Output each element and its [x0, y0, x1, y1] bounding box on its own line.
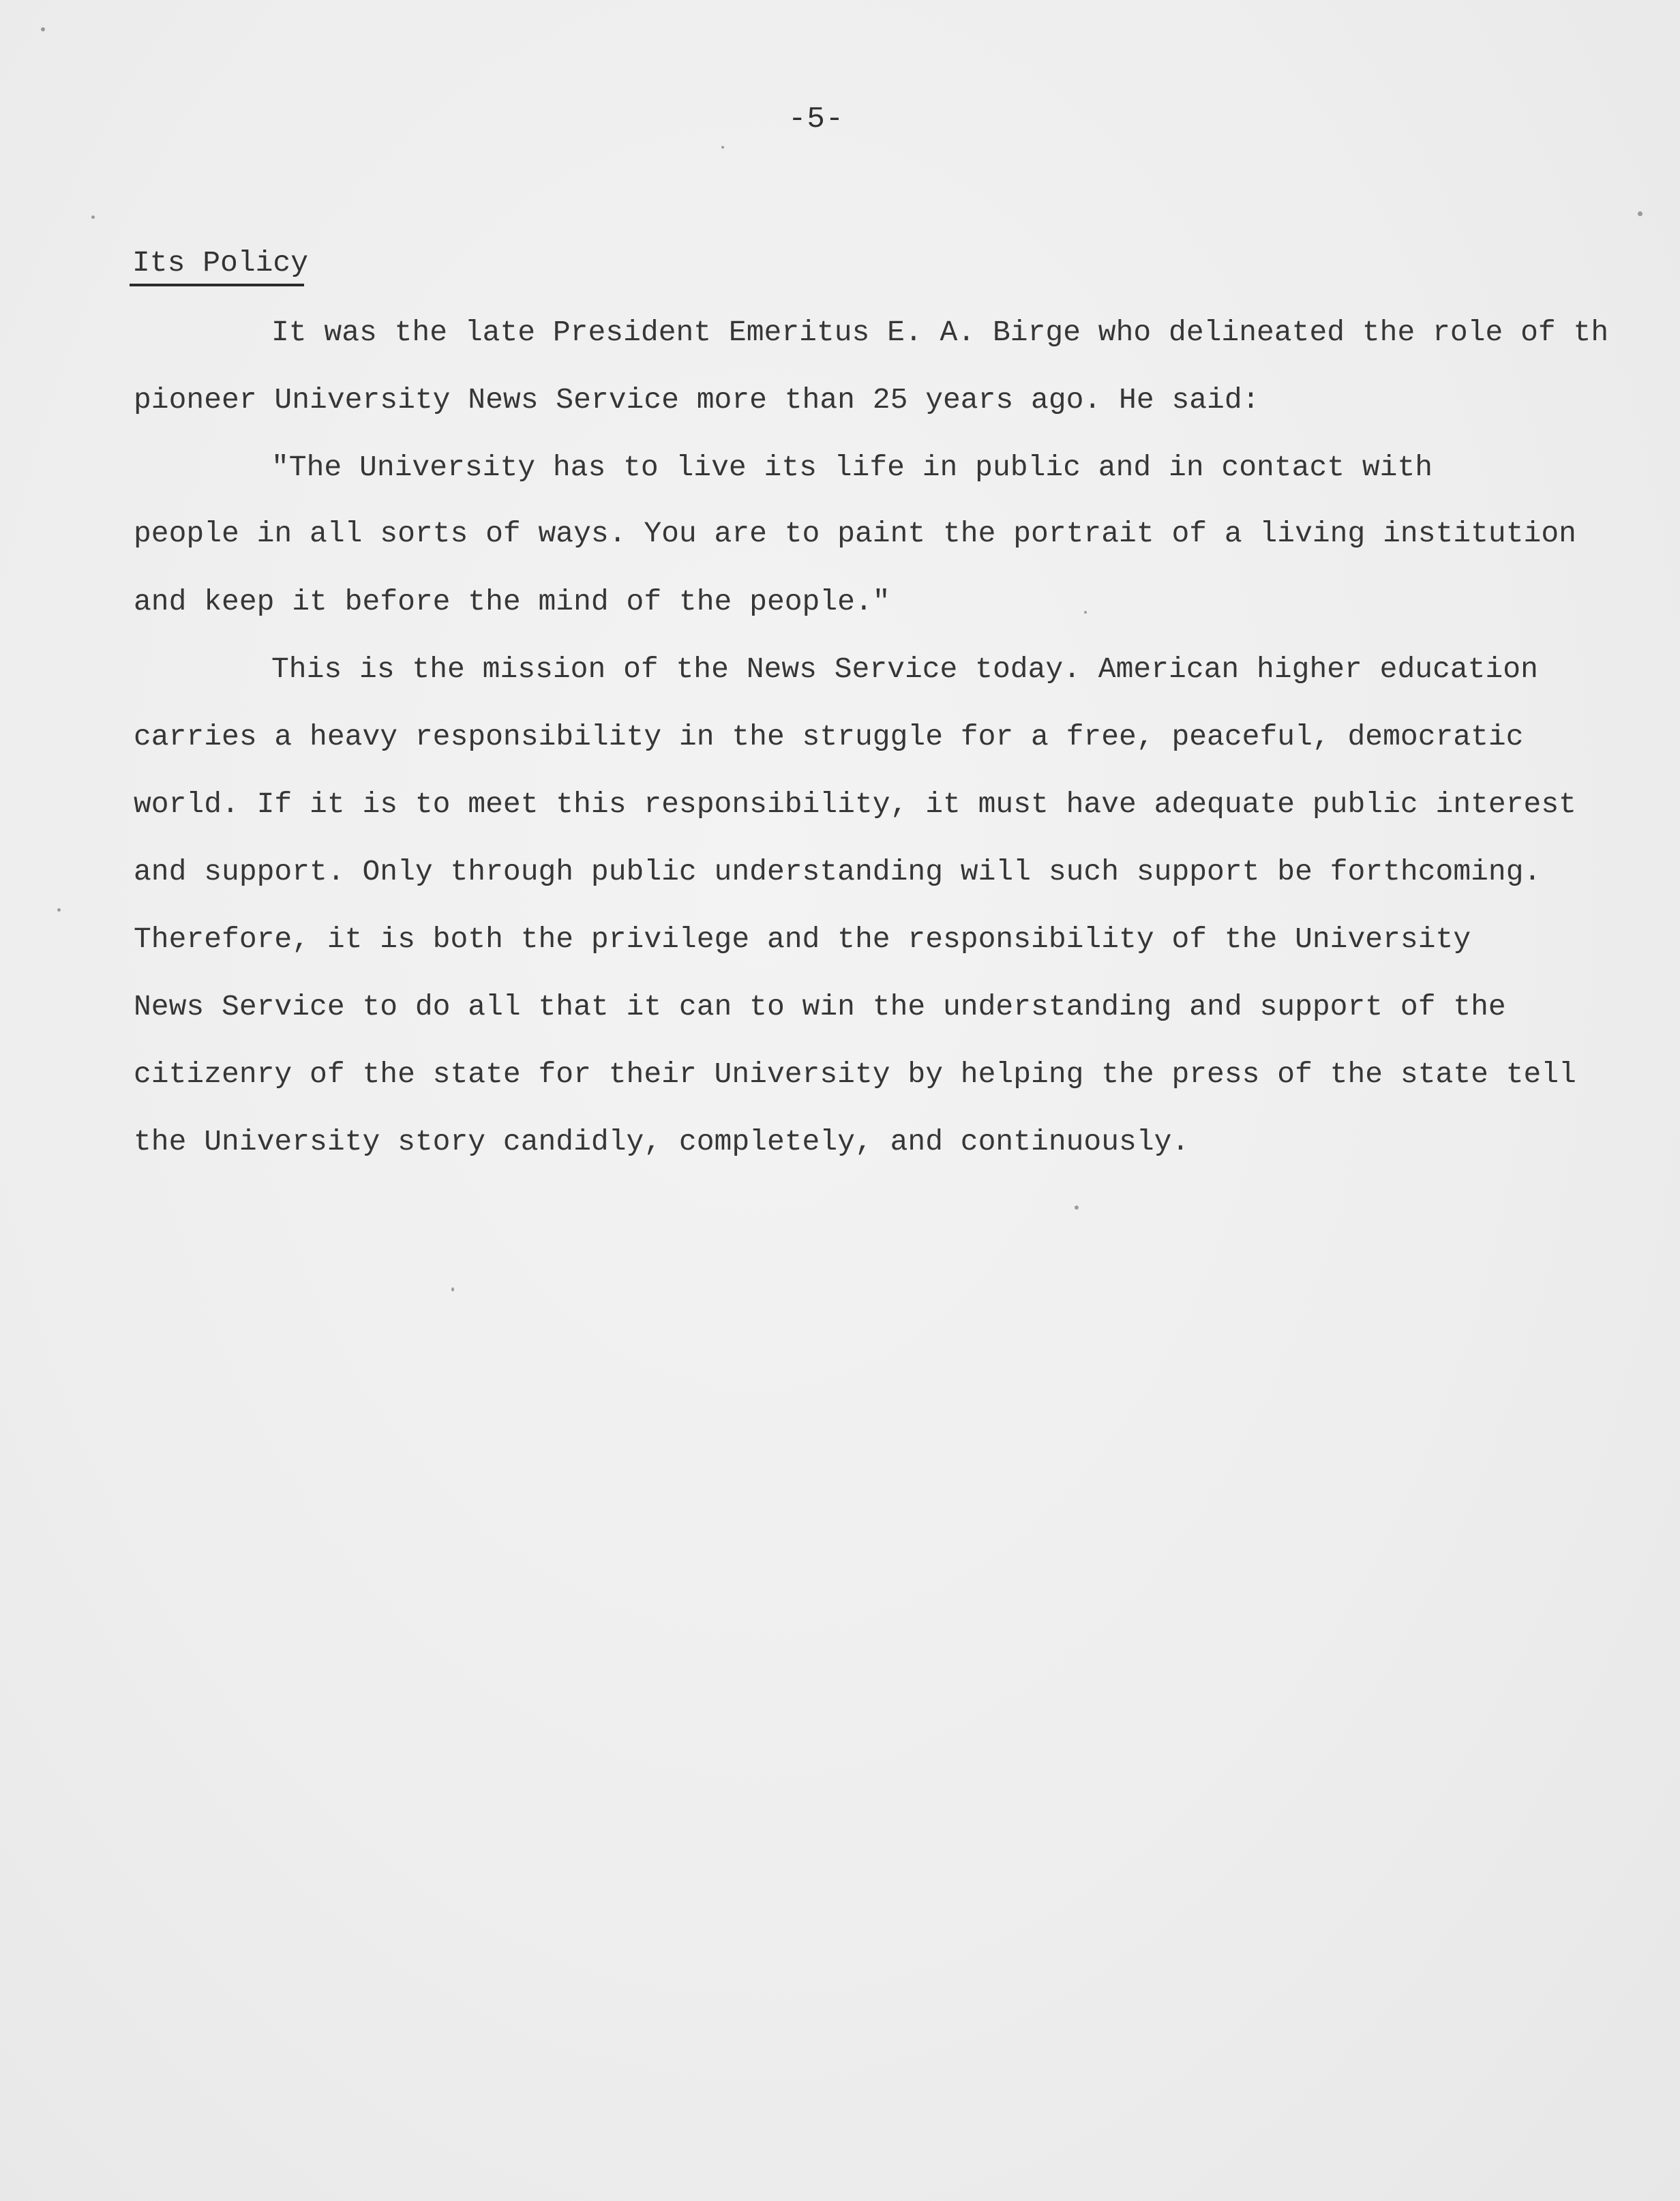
paragraph-line: It was the late President Emeritus E. A. Birge who delineated the role of th — [271, 316, 1609, 349]
paragraph-line: and support. Only through public understanding will such support be forthcoming. — [134, 855, 1542, 888]
paragraph-line: This is the mission of the News Service today. American higher education — [271, 653, 1538, 686]
paper-speck — [57, 908, 61, 912]
quote-line: "The University has to live its life in public and in contact with — [271, 451, 1433, 484]
paper-speck — [91, 215, 95, 219]
page-number: -5- — [788, 102, 845, 136]
paper-speck — [451, 1287, 454, 1291]
paper-speck — [1075, 1206, 1079, 1210]
paragraph-line: the University story candidly, completely, and continuously. — [134, 1125, 1190, 1158]
paper-speck — [41, 27, 45, 31]
quote-line: people in all sorts of ways. You are to paint the portrait of a living institution — [134, 517, 1576, 550]
paragraph-line: Therefore, it is both the privilege and the responsibility of the University — [134, 923, 1471, 956]
section-heading: Its Policy — [132, 246, 309, 280]
paper-speck — [1638, 211, 1642, 216]
paragraph-line: carries a heavy responsibility in the struggle for a free, peaceful, democratic — [134, 720, 1524, 753]
paragraph-line: pioneer University News Service more than 25 years ago. He said: — [134, 383, 1260, 417]
heading-underline — [130, 284, 304, 286]
quote-line: and keep it before the mind of the people." — [134, 585, 890, 618]
paragraph-line: world. If it is to meet this responsibility, it must have adequate public interest — [134, 788, 1576, 821]
paragraph-line: citizenry of the state for their University by helping the press of the state tell — [134, 1058, 1576, 1091]
paragraph-line: News Service to do all that it can to win the understanding and support of the — [134, 990, 1506, 1023]
paper-speck — [721, 146, 724, 149]
paper-speck — [1084, 611, 1087, 614]
